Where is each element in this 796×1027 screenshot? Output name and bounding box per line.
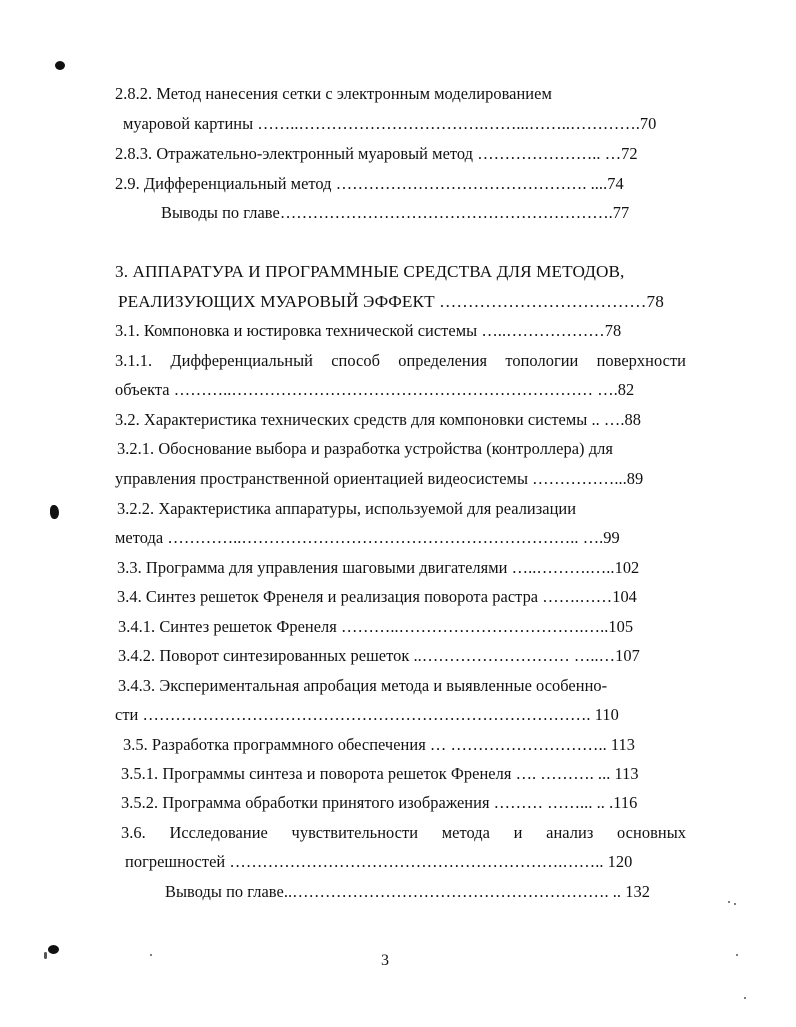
scan-speck (734, 903, 736, 905)
scan-speck (44, 952, 47, 959)
toc-entry-3-6-cont: погрешностей …………………………………………………….…….. 120 (125, 852, 633, 871)
toc-entry-3-4-1: 3.4.1. Синтез решеток Френеля ………..…………………………….…..105 (118, 617, 634, 636)
scan-blot (48, 945, 59, 954)
toc-chapter-3-title: 3. АППАРАТУРА И ПРОГРАММНЫЕ СРЕДСТВА ДЛЯ МЕТОДОВ, (115, 262, 625, 281)
toc-entry-3-2-1: 3.2.1. Обоснование выбора и разработка устройства (контроллера) для (117, 439, 613, 458)
scan-blot (50, 505, 59, 519)
toc-entry-3-5: 3.5. Разработка программного обеспечения … ……………………….. 113 (123, 735, 636, 754)
scan-speck (736, 954, 738, 956)
page-number: 3 (381, 952, 389, 969)
toc-entry-chapter-3-conclusions: Выводы по главе..…………………………………………………. .. 132 (165, 882, 650, 901)
toc-entry-3-1-1: 3.1.1. Дифференциальный способ определения топологии поверхности (115, 351, 686, 370)
toc-entry-3-4: 3.4. Синтез решеток Френеля и реализация поворота растра …….……104 (117, 587, 637, 606)
toc-entry-3-3: 3.3. Программа для управления шаговыми двигателями …..……….…..102 (117, 558, 640, 577)
toc-entry-3-4-3-cont: сти ………………………………………………………………………. 110 (115, 705, 619, 724)
toc-entry-3-2-2-cont: метода …………..…………………………………………………….. ….99 (115, 528, 620, 547)
toc-entry-2-8-2-cont: муаровой картины ……..…………………………….……...……..………….70 (123, 114, 657, 133)
toc-entry-3-1-1-cont: объекта ………..………………………………………………………… ….82 (115, 380, 635, 399)
scan-speck (728, 901, 730, 903)
toc-entry-3-5-2: 3.5.2. Программа обработки принятого изображения ……… ……... .. .116 (121, 793, 638, 812)
toc-entry-3-4-2: 3.4.2. Поворот синтезированных решеток ..……………………… …..…107 (118, 646, 640, 665)
toc-entry-2-9: 2.9. Дифференциальный метод ………………………………………. ....74 (115, 174, 624, 193)
toc-entry-3-6: 3.6. Исследование чувствительности метода и анализ основных (121, 823, 686, 842)
toc-entry-3-4-3: 3.4.3. Экспериментальная апробация метода и выявленные особенно- (118, 676, 608, 695)
toc-entry-3-2: 3.2. Характеристика технических средств для компоновки системы .. ….88 (115, 410, 642, 429)
toc-entry-2-8-3: 2.8.3. Отражательно-электронный муаровый метод ………………….. …72 (115, 144, 638, 163)
toc-entry-3-2-2: 3.2.2. Характеристика аппаратуры, используемой для реализации (117, 499, 577, 518)
toc-entry-3-5-1: 3.5.1. Программы синтеза и поворота решеток Френеля …. ………. ... 113 (121, 764, 639, 783)
scan-speck (744, 997, 746, 999)
toc-entry-3-2-1-cont: управления пространственной ориентацией видеосистемы ……………...89 (115, 469, 644, 488)
toc-entry-2-8-2: 2.8.2. Метод нанесения сетки с электронным моделированием (115, 84, 552, 103)
toc-entry-3-1: 3.1. Компоновка и юстировка технической системы …..………………78 (115, 321, 622, 340)
scan-blot (55, 61, 65, 70)
scan-speck (150, 954, 152, 956)
toc-entry-chapter-2-conclusions: Выводы по главе…………………………………………………….77 (161, 203, 630, 222)
toc-chapter-3-title-cont: РЕАЛИЗУЮЩИХ МУАРОВЫЙ ЭФФЕКТ ………………………………78 (118, 292, 664, 311)
